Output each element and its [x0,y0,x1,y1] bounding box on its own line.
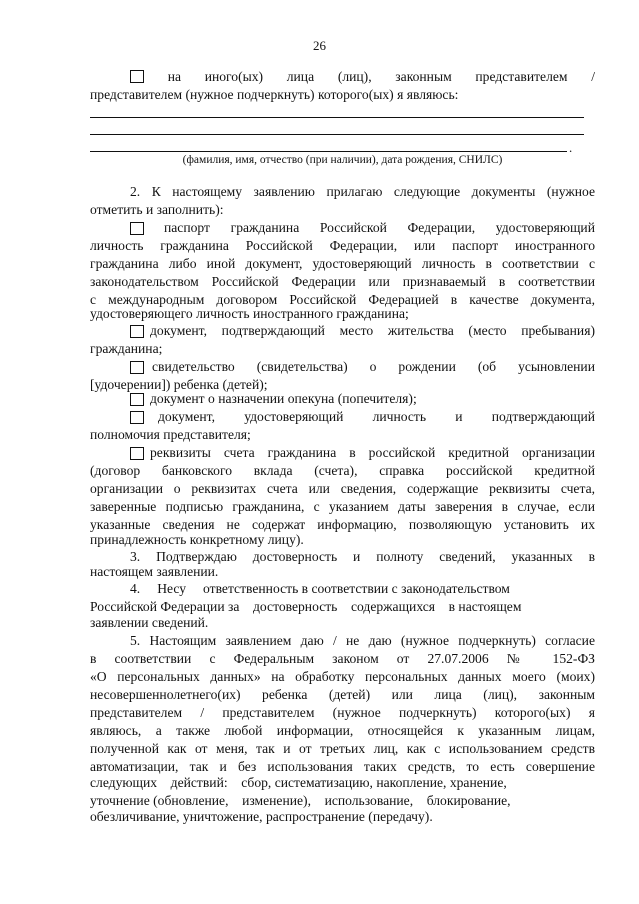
doc-bank-line-2: (договор банковского вклада (счета), справка российской кредитной [90,463,595,478]
word: / [591,69,595,84]
doc-item-representative [130,408,595,426]
doc-bank-line-5: указанные сведения не содержат информацию, позволяющую установить их [90,517,595,532]
representative-line [130,68,595,86]
word: на [167,69,181,84]
doc-item-guardian [130,390,595,408]
section-2-line-1: 2. К настоящему заявлению прилагаю следующие документы (нужное [130,184,595,199]
section-5-line-6: являюсь, а также любой информации, относящейся к указанным лицам, [90,723,595,738]
checkbox-other-person[interactable] [130,70,144,83]
checkbox-birth-certificate[interactable] [130,361,144,374]
doc-bank-line-6: принадлежность конкретному лицу). [90,532,304,547]
fill-period: . [569,140,573,155]
doc-birth-text: свидетельство (свидетельства) о рождении (об усыновлении [152,359,595,374]
word: (лиц), [337,69,372,84]
checkbox-bank-account[interactable] [130,447,144,460]
section-4-line-3: заявлении сведений. [90,615,209,630]
doc-residence-line-2: гражданина; [90,341,163,356]
checkbox-guardian[interactable] [130,393,144,406]
doc-passport-line-6: удостоверяющего личность иностранного гражданина; [90,306,409,321]
section-5-line-7: полученной как от меня, так и от третьих лиц, как с использованием средств [90,741,595,756]
doc-birth-line-2: [удочерении]) ребенка (детей); [90,377,268,392]
doc-passport-line-5: с международным договором Российской Федерацией в качестве документа, [90,292,595,307]
word: законным [395,69,452,84]
fill-caption: (фамилия, имя, отчество (при наличии), дата рождения, СНИЛС) [182,154,503,166]
doc-item-bank-account [130,444,595,462]
section-5-line-11: обезличивание, уничтожение, распространение (передачу). [90,809,433,824]
checkbox-residence[interactable] [130,325,144,338]
word: лица [286,69,315,84]
section-5-line-8: автоматизации, так и без использования таких средств, то есть совершение [90,759,595,774]
doc-passport-line-2: личность гражданина Российской Федерации, или паспорт иностранного [90,238,595,253]
word: иного(ых) [204,69,264,84]
doc-bank-line-3: организации о реквизитах счета или сведения, содержащие реквизиты счета, [90,481,595,496]
fill-line-2[interactable] [90,134,584,135]
section-3-line-2: настоящем заявлении. [90,564,219,579]
section-5-line-9: следующих действий: сбор, систематизацию, накопление, хранение, [90,775,507,790]
section-5-line-5: представителем / представителем (нужное подчеркнуть) которого(ых) я [90,705,595,720]
doc-passport-line-4: законодательством Российской Федерации или признаваемый в соответствии [90,274,595,289]
doc-residence-text: документ, подтверждающий место жительства (место пребывания) [150,323,595,338]
doc-representative-text: документ, удостоверяющий личность и подтверждающий [158,409,595,424]
checkbox-representative[interactable] [130,411,144,424]
section-4-line-2: Российской Федерации за достоверность содержащихся в настоящем [90,599,522,614]
section-5-line-10: уточнение (обновление, изменение), использование, блокирование, [90,793,511,808]
doc-item-birth-certificate [130,358,595,376]
doc-representative-line-2: полномочия представителя; [90,427,251,442]
word: представителем [475,69,568,84]
fill-line-1[interactable] [90,117,584,118]
page-number: 26 [313,38,326,53]
section-5-line-1: 5. Настоящим заявлением даю / не даю (нужное подчеркнуть) согласие [130,633,595,648]
doc-bank-text: реквизиты счета гражданина в российской кредитной организации [150,445,595,460]
section-4-line-1: 4. Несу ответственность в соответствии с законодательством [130,581,510,596]
checkbox-passport[interactable] [130,222,144,235]
doc-item-residence [130,322,595,340]
representative-line-2: представителем (нужное подчеркнуть) которого(ых) я являюсь: [90,87,459,102]
section-2-line-2: отметить и заполнить): [90,202,224,217]
doc-item-passport [130,219,595,237]
doc-passport-text: паспорт гражданина Российской Федерации, удостоверяющий [164,220,595,235]
section-5-line-3: «О персональных данных» на обработку персональных данных моего (моих) [90,669,595,684]
fill-line-3[interactable] [90,151,567,152]
section-3-line-1: 3. Подтверждаю достоверность и полноту сведений, указанных в [130,549,595,564]
doc-bank-line-4: заверенные подписью гражданина, с указанием даты заверения в случае, если [90,499,595,514]
section-5-line-4: несовершеннолетнего(их) ребенка (детей) или лица (лиц), законным [90,687,595,702]
doc-guardian-text: документ о назначении опекуна (попечителя); [150,391,417,406]
section-5-line-2: в соответствии с Федеральным законом от 27.07.2006 № 152-ФЗ [90,651,595,666]
doc-passport-line-3: гражданина либо иной документ, удостоверяющий личность в соответствии с [90,256,595,271]
